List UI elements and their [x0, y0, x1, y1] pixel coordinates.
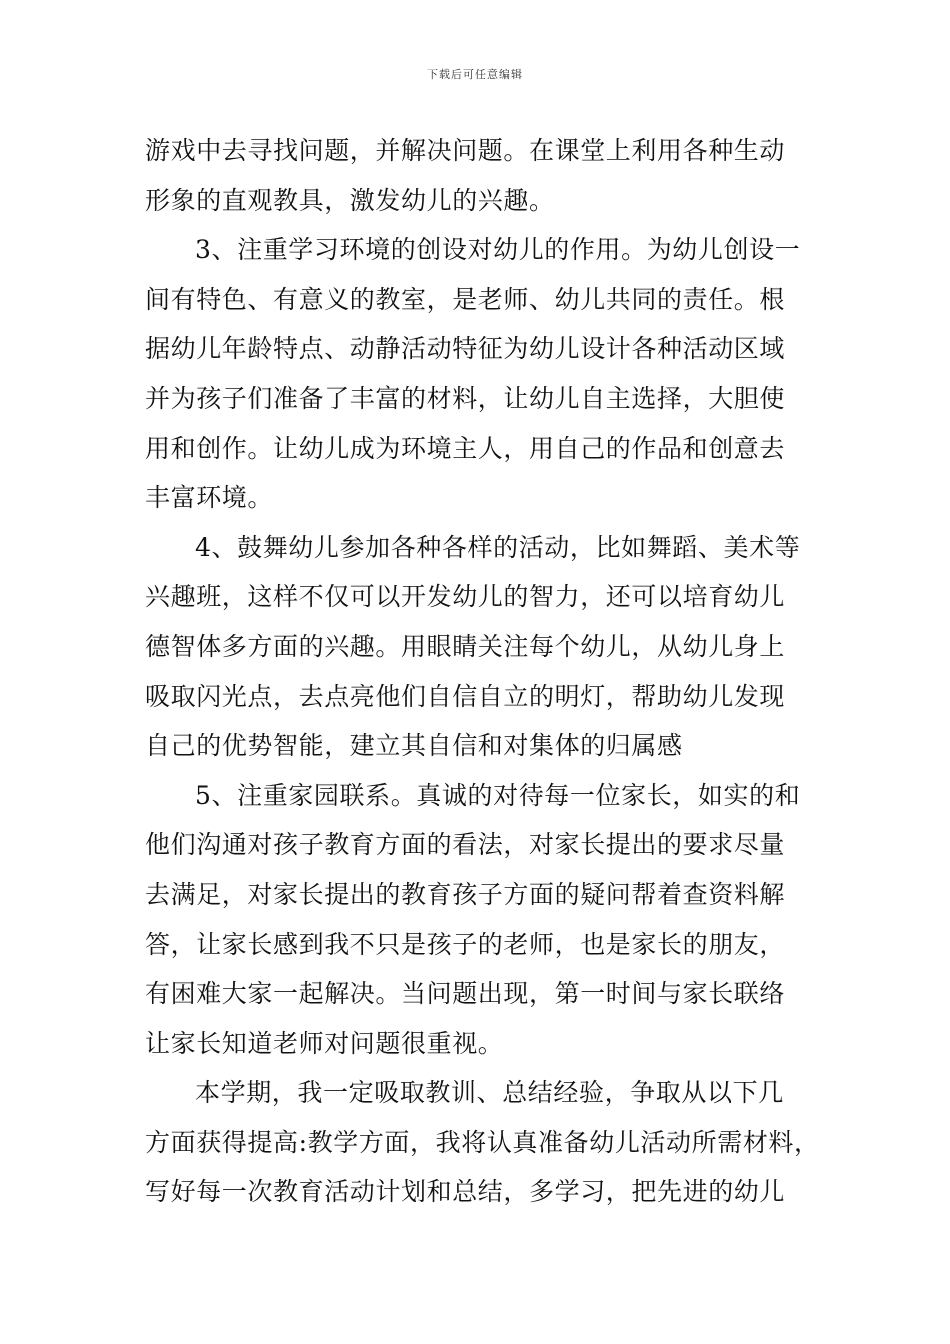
text-line: 吸取闪光点，去点亮他们自信自立的明灯，帮助幼儿发现: [145, 681, 786, 711]
text-line: 5、注重家园联系。真诚的对待每一位家长，如实的和: [195, 780, 801, 810]
header-note: 下载后可任意编辑: [427, 68, 523, 81]
text-line: 答，让家长感到我不只是孩子的老师，也是家长的朋友，: [145, 929, 786, 959]
text-line: 丰富环境。: [145, 483, 274, 513]
text-line: 3、注重学习环境的创设对幼儿的作用。为幼儿创设一: [195, 235, 801, 265]
text-line: 4、鼓舞幼儿参加各种各样的活动，比如舞蹈、美术等: [195, 532, 801, 562]
text-line: 让家长知道老师对问题很重视。: [145, 1028, 504, 1058]
text-line: 自己的优势智能，建立其自信和对集体的归属感: [145, 731, 683, 761]
text-line: 写好每一次教育活动计划和总结，多学习，把先进的幼儿: [145, 1177, 786, 1207]
text-line: 方面获得提高:教学方面，我将认真准备幼儿活动所需材料，: [145, 1127, 820, 1157]
text-line: 用和创作。让幼儿成为环境主人，用自己的作品和创意去: [145, 433, 786, 463]
text-line: 形象的直观教具，激发幼儿的兴趣。: [145, 185, 555, 215]
text-line: 据幼儿年龄特点、动静活动特征为幼儿设计各种活动区域: [145, 334, 786, 364]
text-line: 本学期，我一定吸取教训、总结经验，争取从以下几: [195, 1078, 784, 1108]
text-line: 并为孩子们准备了丰富的材料，让幼儿自主选择，大胆使: [145, 383, 786, 413]
text-line: 有困难大家一起解决。当问题出现，第一时间与家长联络: [145, 979, 786, 1009]
text-line: 游戏中去寻找问题，并解决问题。在课堂上利用各种生动: [145, 136, 786, 165]
text-line: 兴趣班，这样不仅可以开发幼儿的智力，还可以培育幼儿: [145, 582, 786, 612]
body-text: [145, 126, 825, 1217]
text-line: 间有特色、有意义的教室，是老师、幼儿共同的责任。根: [145, 284, 786, 314]
text-line: 德智体多方面的兴趣。用眼睛关注每个幼儿，从幼儿身上: [145, 631, 786, 661]
text-line: 他们沟通对孩子教育方面的看法，对家长提出的要求尽量: [145, 830, 786, 860]
text-line: 去满足，对家长提出的教育孩子方面的疑问帮着查资料解: [145, 879, 786, 909]
